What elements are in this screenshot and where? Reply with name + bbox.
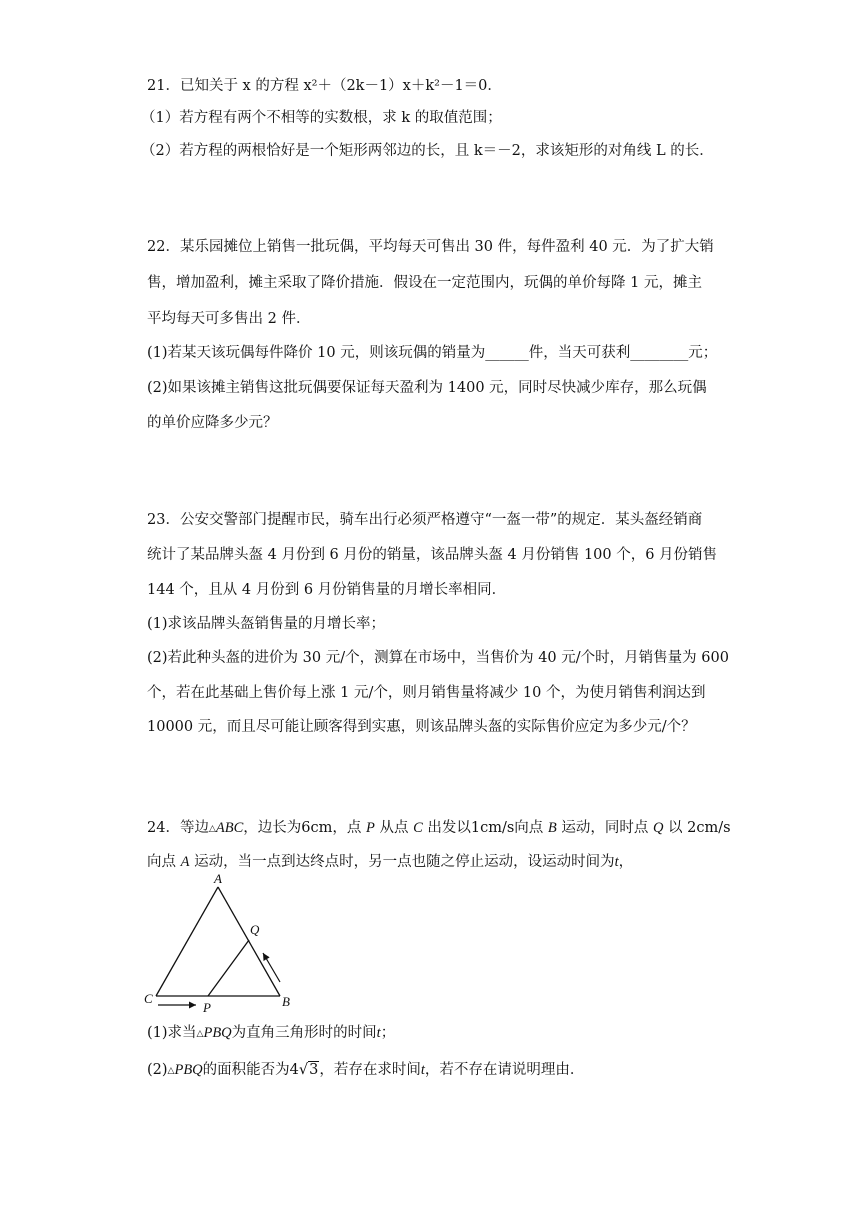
q22-part2: (2)如果该摊主销售这批玩偶要保证每天盈利为 1400 元，同时尽快减少库存，那么玩偶: [147, 380, 707, 396]
q24-part1: (1)求当△PBQ为直角三角形时的时间t；: [147, 1025, 396, 1041]
label-p: P: [203, 1000, 211, 1015]
label-c: C: [144, 991, 153, 1006]
q21-stem: 21．已知关于 x 的方程 x²＋（2k－1）x＋k²－1＝0．: [147, 78, 502, 94]
segment-pq: [208, 940, 249, 996]
q24-line2: 向点 A 运动，当一点到达终点时，另一点也随之停止运动，设运动时间为t，: [147, 854, 634, 870]
q23-line3: 144 个，且从 4 月份到 6 月份销售量的月增长率相同．: [147, 582, 507, 598]
label-b: B: [282, 994, 290, 1009]
side-ab: [218, 887, 280, 996]
q23-part2-cont1: 个，若在此基础上售价每上涨 1 元/个，则月销售量将减少 10 个，为使月销售利润达到: [147, 685, 706, 701]
q23-part1: (1)求该品牌头盔销售量的月增长率；: [147, 616, 386, 632]
q24-part2: (2)△PBQ的面积能否为4√3，若存在求时间t，若不存在请说明理由．: [147, 1062, 585, 1078]
arrow-b-to-a: [263, 953, 280, 982]
q24-line1: 24．等边△ABC，边长为6cm，点 P 从点 C 出发以1cm/s向点 B 运动，同时点 Q 以 2cm/s: [147, 820, 731, 836]
sqrt-three: √3: [298, 1062, 319, 1078]
q21-part2: （2）若方程的两根恰好是一个矩形两邻边的长，且 k＝－2，求该矩形的对角线 L 的长．: [141, 143, 714, 159]
q23-part2-cont2: 10000 元，而且尽可能让顾客得到实惠，则该品牌头盔的实际售价应定为多少元/个？: [147, 719, 696, 735]
triangle-figure: [140, 872, 310, 1020]
side-ca: [156, 887, 218, 996]
q23-line1: 23．公安交警部门提醒市民，骑车出行必须严格遵守“一盔一带”的规定．某头盔经销商: [147, 512, 703, 528]
q22-part2-cont: 的单价应降多少元？: [147, 415, 278, 431]
q21-part1: （1）若方程有两个不相等的实数根，求 k 的取值范围；: [141, 110, 502, 126]
label-q: Q: [250, 922, 260, 937]
q23-part2: (2)若此种头盔的进价为 30 元/个，测算在市场中，当售价为 40 元/个时，月销售量为 600: [147, 650, 729, 666]
label-a: A: [214, 872, 222, 886]
q22-line1: 22．某乐园摊位上销售一批玩偶，平均每天可售出 30 件，每件盈利 40 元．为了扩大销: [147, 239, 714, 255]
q22-line3: 平均每天可多售出 2 件．: [147, 311, 311, 327]
q23-line2: 统计了某品牌头盔 4 月份到 6 月份的销量，该品牌头盔 4 月份销售 100 个，6 月份销售: [147, 547, 718, 563]
q22-line2: 售，增加盈利，摊主采取了降价措施．假设在一定范围内，玩偶的单价每降 1 元，摊主: [147, 275, 702, 291]
q22-part1: (1)若某天该玩偶每件降价 10 元，则该玩偶的销量为______件，当天可获利________元；: [147, 345, 718, 361]
